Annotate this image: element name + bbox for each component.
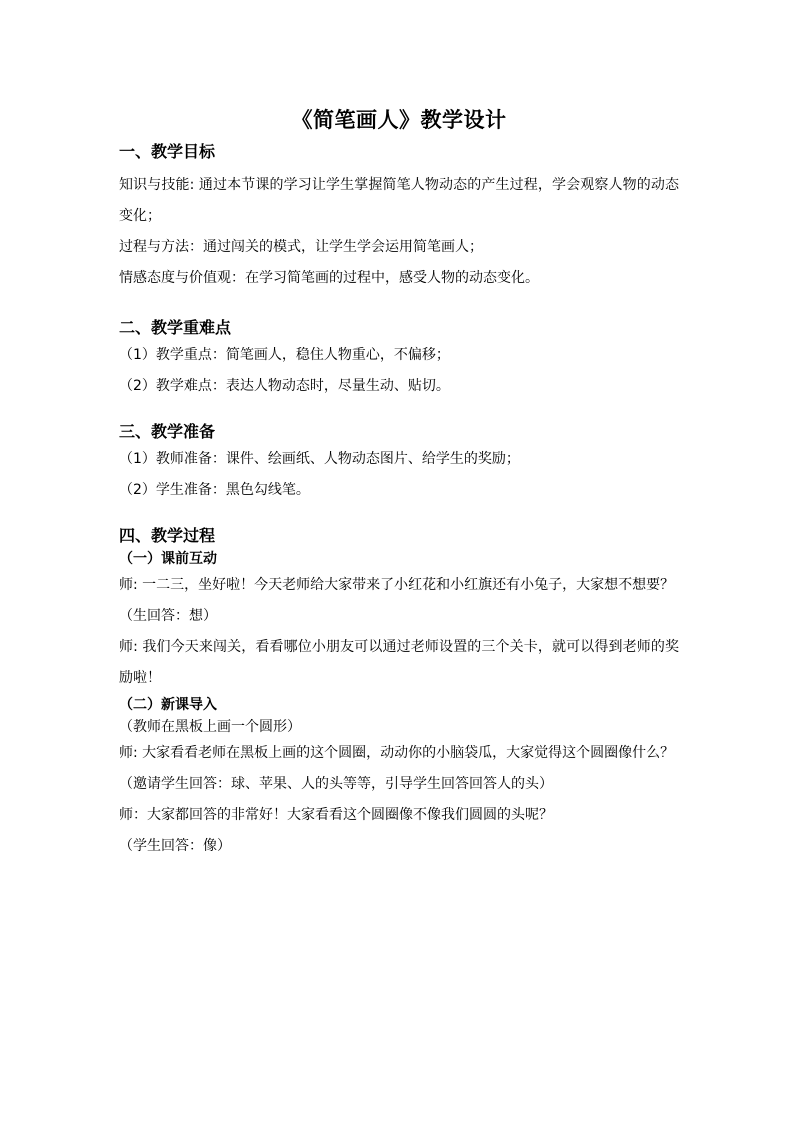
paragraph-process-method: 过程与方法：通过闯关的模式，让学生学会运用简笔画人；	[119, 239, 483, 255]
paragraph-intro-teacher-question: 师: 大家看看老师在黑板上画的这个圆圈，动动你的小脑袋瓜，大家觉得这个圆圈像什么？	[119, 745, 675, 761]
document-title: 《简笔画人》教学设计	[291, 107, 507, 132]
paragraph-knowledge-skills: 知识与技能: 通过本节课的学习让学生掌握简笔人物动态的产生过程，学会观察人物的动态变化；	[119, 177, 679, 224]
paragraph-attitude-values: 情感态度与价值观：在学习简笔画的过程中，感受人物的动态变化。	[119, 270, 539, 286]
document-page	[119, 100, 679, 862]
subsection-heading-introduction: （二）新课导入	[119, 697, 217, 713]
paragraph-intro-student-reply: （学生回答：像）	[119, 838, 231, 854]
paragraph-warmup-student: （生回答：想）	[119, 608, 217, 624]
section-heading-objectives: 一、教学目标	[119, 142, 216, 161]
section-heading-preparation: 三、教学准备	[119, 422, 216, 441]
paragraph-intro-draw-circle: （教师在黑板上画一个圆形）	[119, 719, 301, 735]
paragraph-intro-student-answers: （邀请学生回答：球、苹果、人的头等等，引导学生回答回答人的头）	[119, 776, 553, 792]
paragraph-teacher-prep: （1）教师准备：课件、绘画纸、人物动态图片、给学生的奖励；	[119, 451, 520, 467]
paragraph-warmup-teacher-2: 师: 我们今天来闯关，看看哪位小朋友可以通过老师设置的三个关卡，就可以得到老师的奖励啦！	[119, 639, 679, 686]
section-heading-process: 四、教学过程	[119, 526, 216, 545]
paragraph-warmup-teacher-1: 师: 一二三，坐好啦！今天老师给大家带来了小红花和小红旗还有小兔子，大家想不想要？	[119, 577, 675, 593]
paragraph-difficult-point: （2）教学难点：表达人物动态时，尽量生动、贴切。	[119, 378, 450, 394]
paragraph-student-prep: （2）学生准备：黑色勾线笔。	[119, 482, 310, 498]
paragraph-intro-teacher-praise: 师：大家都回答的非常好！大家看看这个圆圈像不像我们圆圆的头呢？	[119, 807, 553, 823]
section-heading-key-points: 二、教学重难点	[119, 318, 232, 337]
paragraph-key-point: （1）教学重点：简笔画人，稳住人物重心，不偏移；	[119, 347, 450, 363]
subsection-heading-warmup: （一）课前互动	[119, 551, 217, 567]
